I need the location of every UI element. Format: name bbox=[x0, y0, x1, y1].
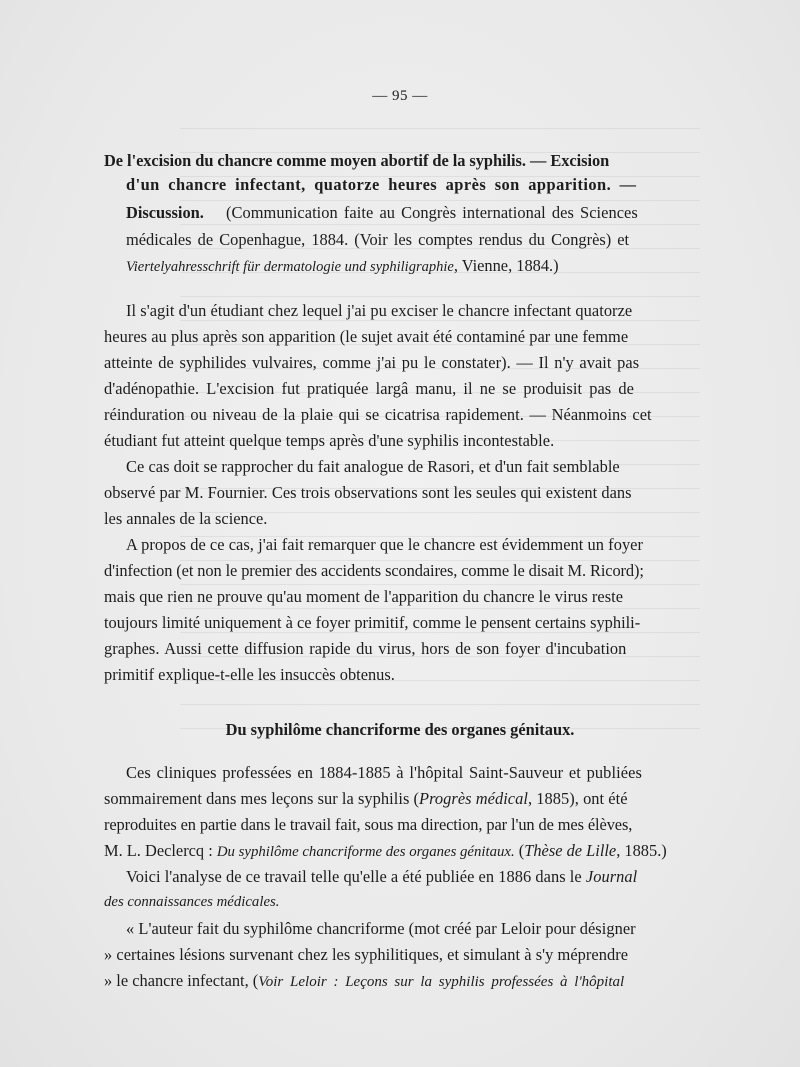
journal-title: Journal bbox=[585, 867, 638, 886]
paragraph-line: observé par M. Fournier. Ces trois observations sont les seules qui existent dans bbox=[104, 483, 632, 502]
paragraph-line: réinduration ou niveau de la plaie qui se cicatrisa rapidement. — Néanmoins cet bbox=[104, 405, 652, 424]
section-line-part: , 1885), ont été bbox=[527, 789, 628, 808]
paragraph-line: heures au plus après son apparition (le sujet avait été contaminé par une femme bbox=[104, 327, 629, 346]
paragraph-line: toujours limité uniquement à ce foyer primitif, comme le pensent certains syphili- bbox=[104, 613, 641, 632]
paragraph-line: les annales de la science. bbox=[104, 509, 268, 528]
title-line-3-bold: Discussion. bbox=[126, 203, 204, 222]
section-line-part: » le chancre infectant, ( bbox=[104, 971, 259, 990]
thesis-source: Thèse de Lille bbox=[524, 841, 617, 860]
paragraph-line: atteinte de syphilides vulvaires, comme j'ai pu le constater). — Il n'y avait pas bbox=[104, 353, 640, 372]
title-line-1: De l'excision du chancre comme moyen abortif de la syphilis. — Excision bbox=[104, 151, 610, 170]
title-line-2: d'un chancre infectant, quatorze heures après son apparition. — bbox=[126, 175, 637, 194]
section-line-part: , 1885.) bbox=[616, 841, 667, 860]
paragraph-line: mais que rien ne prouve qu'au moment de l'apparition du chancre le virus reste bbox=[104, 587, 624, 606]
quote-line: « L'auteur fait du syphilôme chancriforme (mot créé par Leloir pour désigner bbox=[126, 919, 636, 938]
section-line-part: ( bbox=[514, 841, 525, 860]
journal-title: Viertelyahresschrift für dermatologie und syphiligraphie bbox=[126, 259, 454, 275]
paragraph-line: étudiant fut atteint quelque temps après d'une syphilis incontestable. bbox=[104, 431, 555, 450]
section-line-part: Voici l'analyse de ce travail telle qu'elle a été publiée en 1886 dans le bbox=[126, 867, 586, 886]
title-line-5-tail: , Vienne, 1884.) bbox=[453, 256, 559, 275]
paragraph-line: A propos de ce cas, j'ai fait remarquer que le chancre est évidemment un foyer bbox=[126, 535, 644, 554]
paragraph-line: d'adénopathie. L'excision fut pratiquée largâ manu, il ne se produisit pas de bbox=[104, 379, 634, 398]
section-line: Ces cliniques professées en 1884-1885 à l'hôpital Saint-Sauveur et publiées bbox=[126, 763, 643, 782]
journal-title: Progrès médical bbox=[419, 789, 528, 808]
section-title: Du syphilôme chancriforme des organes génitaux. bbox=[225, 720, 575, 739]
thesis-title: Du syphilôme chancriforme des organes génitaux. bbox=[216, 844, 515, 860]
paragraph-line: Il s'agit d'un étudiant chez lequel j'ai pu exciser le chancre infectant quatorze bbox=[126, 301, 633, 320]
section-line bbox=[104, 791, 628, 807]
title-line-3-text: (Communication faite au Congrès international des Sciences bbox=[226, 203, 638, 222]
reference-title: Voir Leloir : Leçons sur la syphilis professées à l'hôpital bbox=[258, 974, 625, 990]
section-line bbox=[126, 869, 637, 885]
paragraph-line: graphes. Aussi cette diffusion rapide du virus, hors de son foyer d'incubation bbox=[104, 639, 627, 658]
section-line bbox=[104, 843, 667, 860]
quote-line bbox=[104, 973, 624, 990]
paragraph-line: Ce cas doit se rapprocher du fait analogue de Rasori, et d'un fait semblable bbox=[126, 457, 620, 476]
section-line-part: M. L. Declercq : bbox=[104, 841, 217, 860]
section-line-part: sommairement dans mes leçons sur la syphilis ( bbox=[104, 789, 420, 808]
title-line-4: médicales de Copenhague, 1884. (Voir les comptes rendus du Congrès) et bbox=[126, 230, 630, 249]
paragraph-line: d'infection (et non le premier des accidents scondaires, comme le disait M. Ricord); bbox=[104, 561, 644, 580]
page-number: — 95 — bbox=[372, 88, 428, 104]
section-line: des connaissances médicales. bbox=[104, 894, 280, 910]
title-line-5 bbox=[126, 258, 559, 275]
section-line: reproduites en partie dans le travail fait, sous ma direction, par l'un de mes élèves, bbox=[104, 815, 633, 834]
paragraph-line: primitif explique-t-elle les insuccès obtenus. bbox=[104, 665, 395, 684]
quote-line: » certaines lésions survenant chez les syphilitiques, et simulant à s'y méprendre bbox=[104, 945, 629, 964]
